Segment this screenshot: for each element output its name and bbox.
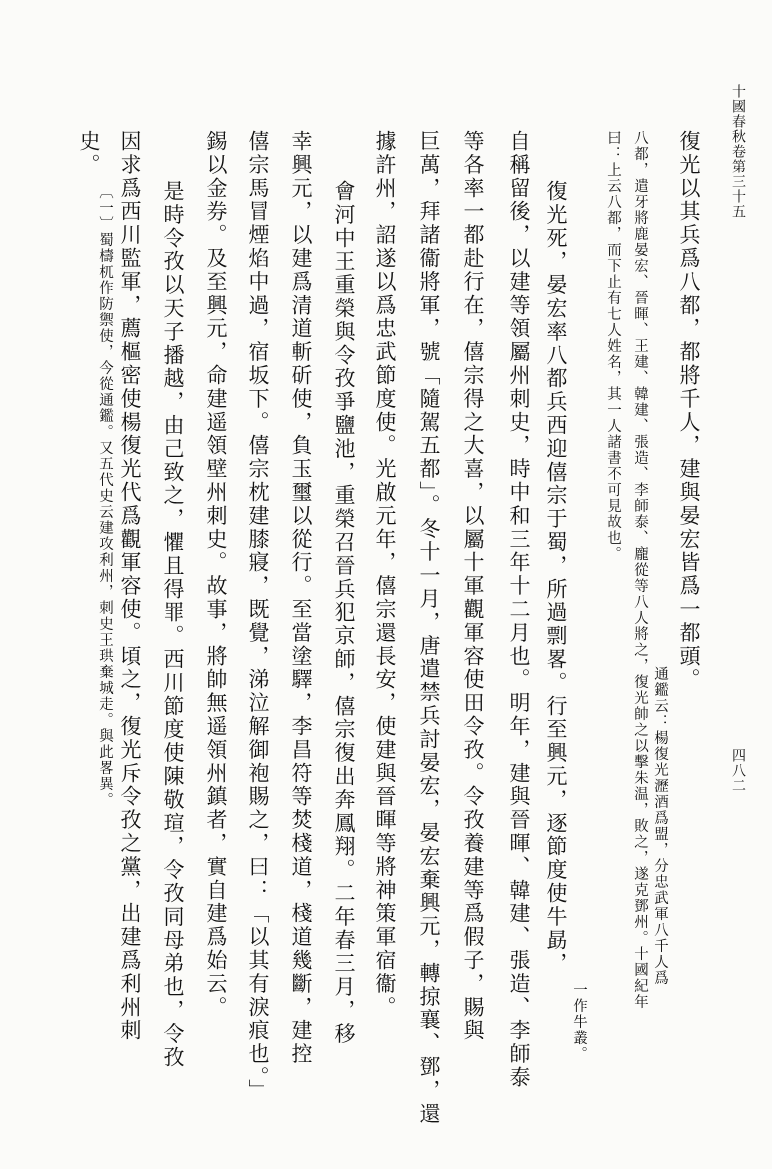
text-column-main: 復光死，晏宏率八都兵西迎僖宗于蜀，所過剽畧。行至興元，逐節度使牛勗，	[544, 180, 568, 976]
text-column-main: 僖宗馬冒煙焰中過，宿坂下。僖宗枕建膝寢，既覺，涕泣解御袍賜之，曰：「以其有淚痕也。」	[246, 130, 270, 1103]
text-column-note: 曰：上云八都，而下止有七人姓名，其一人諸書不可見故也。	[605, 130, 621, 562]
text-column-main: 巨萬，拜諸衞將軍，號「隨駕五都」。冬十一月，唐遣禁兵討晏宏，晏宏棄興元，轉掠襄、鄧，還	[417, 130, 441, 1126]
text-note-inline: 一作牛叢。	[571, 982, 587, 1062]
page-number: 四八二	[730, 748, 746, 793]
text-column-main: 等各率一都赴行在，僖宗得之大喜，以屬十軍觀軍容使田令孜。令孜養建等爲假子，賜與	[461, 130, 485, 1043]
text-column-main: 復光以其兵爲八都，都將千人，建與晏宏皆爲一都頭。	[677, 130, 701, 692]
text-column-note: 八都，遣牙將鹿晏宏、晉暉、王建、韓建、張造、李師泰、龐從等八人將之，復光帥之以擊朱温，敗之，遂克鄧州。十國紀年	[632, 130, 648, 1010]
text-column-note: 通鑑云：楊復光瀝酒爲盟，分忠武軍八千人爲	[652, 666, 668, 986]
text-column-main: 因求爲西川監軍，薦樞密使楊復光代爲觀軍容使。頃之，復光斥令孜之黨，出建爲利州刺	[118, 130, 142, 1043]
text-note-inline: 〔一〕蜀檮杌作防禦使，今從通鑑。又五代史云建攻利州，刺史王珙棄城走。與此畧異。	[97, 184, 113, 808]
text-column-main: 錫以金券。及至興元，命建遥領壁州刺史。故事，將帥無遥領州鎮者，實自建爲始云。	[204, 130, 228, 1020]
text-column-main: 會河中王重榮與令孜爭鹽池，重榮召晉兵犯京師，僖宗復出奔鳳翔。二年春三月，移	[332, 180, 356, 1046]
text-column-main: 幸興元，以建爲清道斬斫使，負玉璽以從行。至當塗驛，李昌符等焚棧道，棧道幾斷，建控	[289, 130, 313, 1066]
text-column-main: 據許州，詔遂以爲忠武節度使。光啟元年，僖宗還長安，使建與晉暉等將神策軍宿衞。	[373, 130, 397, 1020]
text-column-main: 史。	[77, 130, 101, 177]
text-column-main: 自稱留後，以建等領屬州刺史，時中和三年十二月也。明年，建與晉暉、韓建、張造、李師泰	[507, 130, 531, 1090]
header-title: 十國春秋卷第三十五	[730, 84, 746, 219]
text-column-main: 是時令孜以天子播越，由己致之，懼且得罪。西川節度使陳敬瑄，令孜同母弟也，令孜	[161, 180, 185, 1070]
